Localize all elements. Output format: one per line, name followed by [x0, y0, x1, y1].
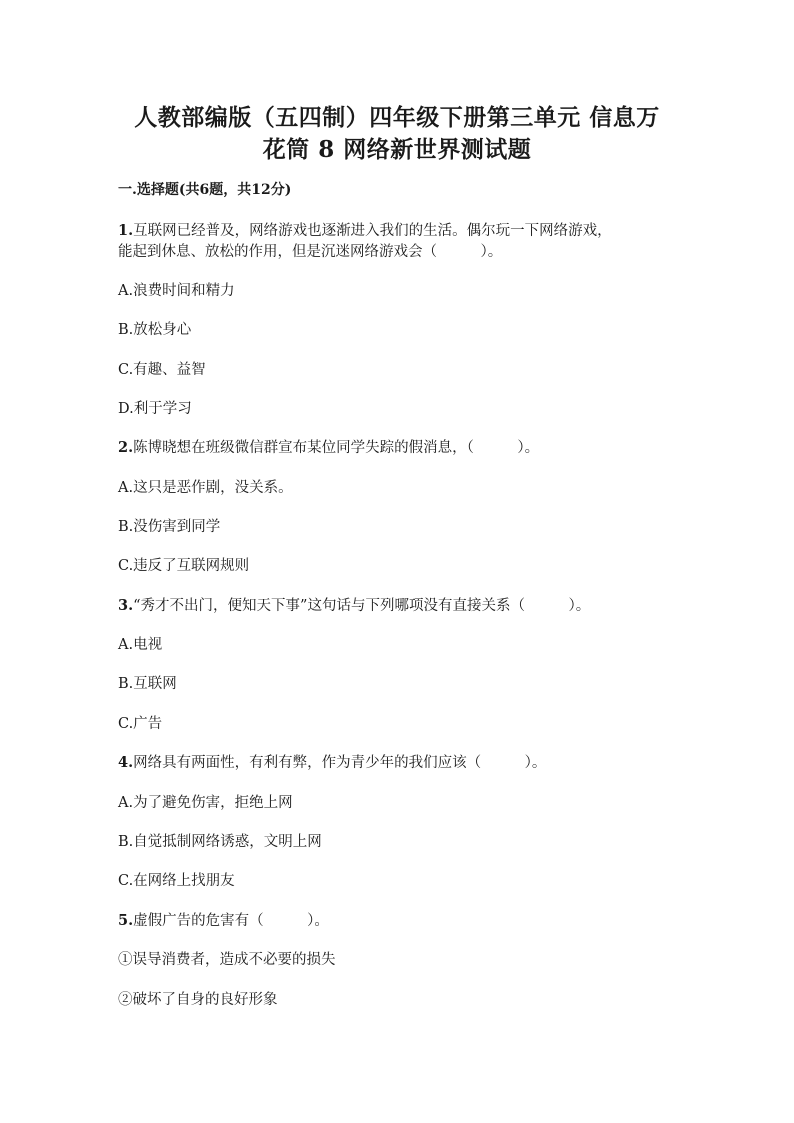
question-4-option-c: C.在网络上找朋友: [118, 873, 235, 889]
question-1: [118, 219, 612, 240]
page-title-line-2: 花筒 8 网络新世界测试题: [262, 136, 532, 163]
question-text: 虚假广告的危害有（ ）。: [133, 913, 329, 929]
question-number: 2.: [118, 439, 134, 456]
question-2-option-c: C.违反了互联网规则: [118, 558, 250, 574]
question-number: 4.: [118, 754, 134, 771]
question-1-option-c: C.有趣、益智: [118, 362, 206, 378]
question-5: [118, 909, 329, 930]
question-3-option-c: C.广告: [118, 716, 163, 732]
question-1-option-b: B.放松身心: [118, 322, 192, 338]
question-1-option-a: A.浪费时间和精力: [118, 283, 235, 299]
question-4-option-b: B.自觉抵制网络诱惑，文明上网: [118, 834, 322, 850]
question-3-option-a: A.电视: [118, 637, 163, 653]
question-text: 网络具有两面性，有利有弊，作为青少年的我们应该（ ）。: [133, 755, 547, 771]
question-4-option-a: A.为了避免伤害，拒绝上网: [118, 795, 293, 811]
question-3-option-b: B.互联网: [118, 676, 177, 692]
question-1-continued: 能起到休息、放松的作用，但是沉迷网络游戏会（ ）。: [118, 244, 503, 260]
section-heading: 一.选择题(共6题，共12分): [118, 182, 292, 198]
question-text: 陈博晓想在班级微信群宣布某位同学失踪的假消息，（ ）。: [133, 440, 540, 456]
question-5-statement-1: ①误导消费者，造成不必要的损失: [118, 952, 336, 968]
question-number: 5.: [118, 912, 134, 929]
question-4: [118, 751, 546, 772]
question-text: “秀才不出门，便知天下事”这句话与下列哪项没有直接关系（ ）。: [133, 598, 591, 614]
question-number: 3.: [118, 597, 134, 614]
question-1-option-d: D.利于学习: [118, 401, 192, 417]
question-number: 1.: [118, 222, 134, 239]
question-3: [118, 594, 590, 615]
question-2-option-b: B.没伤害到同学: [118, 519, 221, 535]
question-5-statement-2: ②破坏了自身的良好形象: [118, 992, 278, 1008]
page-title-line-1: 人教部编版（五四制）四年级下册第三单元 信息万: [134, 104, 660, 131]
question-2: [118, 436, 539, 457]
question-2-option-a: A.这只是恶作剧，没关系。: [118, 480, 293, 496]
question-text: 互联网已经普及，网络游戏也逐渐进入我们的生活。偶尔玩一下网络游戏，: [133, 223, 612, 239]
